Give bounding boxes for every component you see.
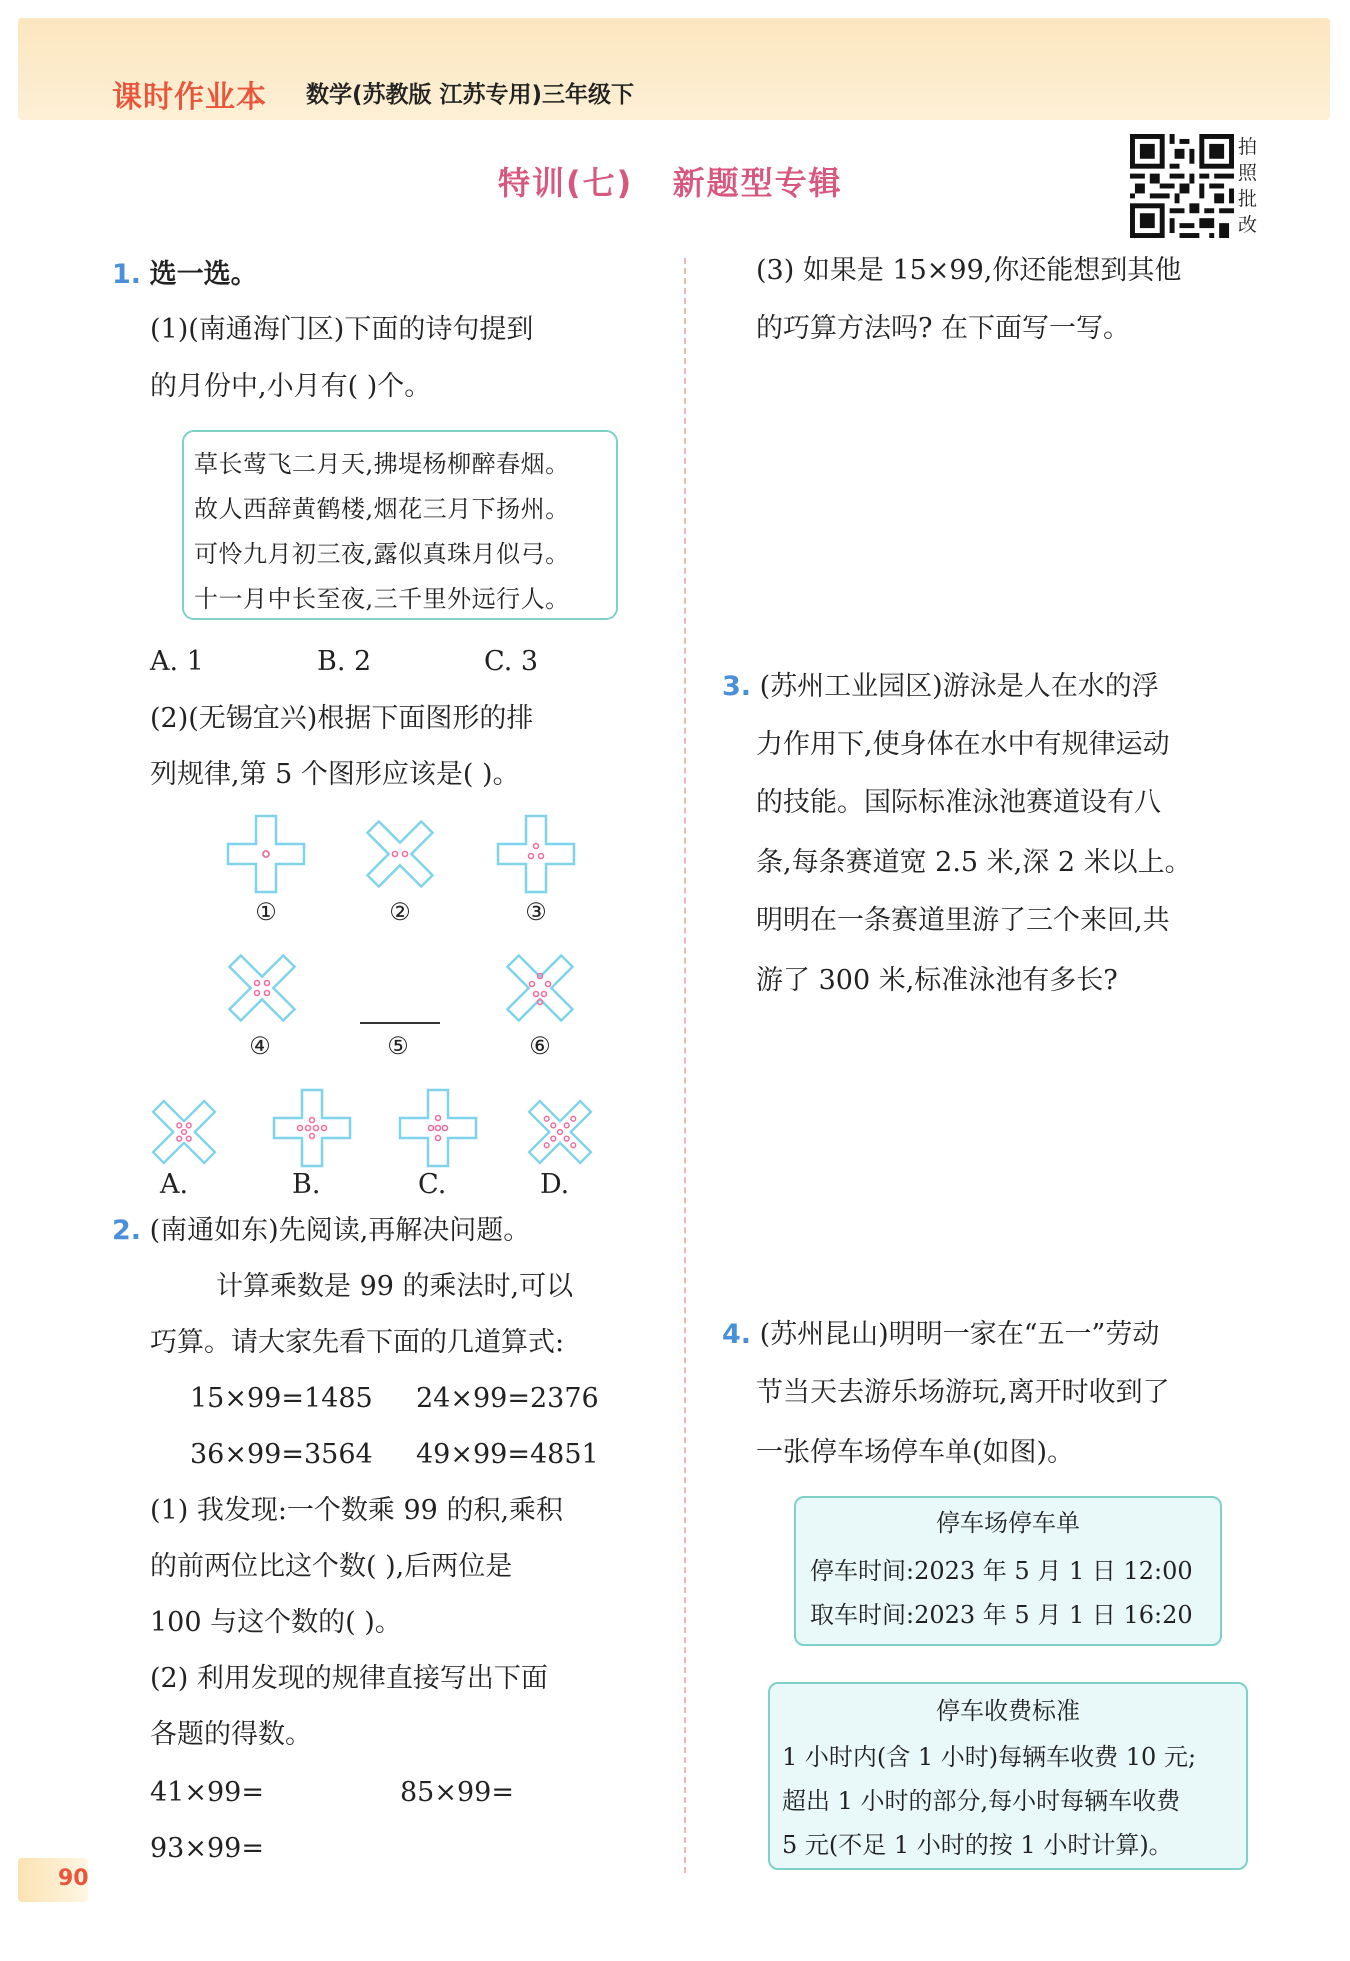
poem-line: 草长莺飞二月天,拂堤杨柳醉春烟。 [194, 450, 570, 478]
ticket-title: 停车场停车单 [936, 1509, 1080, 1537]
q3-line: 游了 300 米,标准泳池有多长? [756, 965, 1118, 996]
figure-4-x-shape [222, 948, 302, 1028]
figure-2-x-shape [360, 814, 440, 894]
book-title: 数学(苏教版 江苏专用)三年级下 [306, 82, 635, 108]
question-3-heading [722, 670, 1159, 704]
choice-c-figure[interactable] [398, 1088, 478, 1168]
column-divider [684, 258, 686, 1873]
choice-d-figure[interactable] [522, 1094, 598, 1170]
q4-line: 一张停车场停车单(如图)。 [756, 1437, 1075, 1468]
option-b[interactable]: B. 2 [317, 646, 372, 677]
question-intro: (南通如东)先阅读,再解决问题。 [149, 1215, 531, 1246]
q2-calc: 41×99= [150, 1777, 264, 1808]
choice-a-label[interactable]: A. [160, 1169, 189, 1200]
figure-6-x-shape [500, 948, 580, 1028]
figure-1-plus-shape [226, 814, 306, 894]
q2-3-line1: (3) 如果是 15×99,你还能想到其他 [756, 255, 1182, 286]
q3-line: 明明在一条赛道里游了三个来回,共 [756, 905, 1170, 936]
q4-line: 节当天去游乐场游玩,离开时收到了 [756, 1377, 1170, 1408]
qr-code-icon[interactable] [1130, 134, 1234, 238]
poem-line: 可怜九月初三夜,露似真珠月似弓。 [194, 540, 570, 568]
poem-line: 十一月中长至夜,三千里外远行人。 [194, 585, 570, 613]
q1-sub2-line1: (2)(无锡宜兴)根据下面图形的排 [150, 703, 534, 734]
q2-read-line1: 计算乘数是 99 的乘法时,可以 [216, 1271, 574, 1302]
question-number: 2. [112, 1215, 142, 1246]
option-a[interactable]: A. 1 [150, 646, 204, 677]
q2-s1-line2: 的前两位比这个数( ),后两位是 [150, 1551, 513, 1582]
choice-c-label[interactable]: C. [418, 1169, 447, 1200]
figure-label-5: ⑤ [387, 1032, 409, 1060]
option-c[interactable]: C. 3 [484, 646, 539, 677]
q2-equation: 49×99=4851 [416, 1439, 599, 1470]
qr-label-char: 改 [1238, 214, 1258, 236]
figure-label-2: ② [389, 898, 411, 926]
q2-equation: 15×99=1485 [190, 1383, 373, 1414]
question-number: 3. [722, 671, 752, 702]
q2-equation: 36×99=3564 [190, 1439, 373, 1470]
q2-calc: 85×99= [400, 1777, 514, 1808]
q1-sub1-line2: 的月份中,小月有( )个。 [150, 371, 432, 402]
figure-label-6: ⑥ [529, 1032, 551, 1060]
qr-label [1238, 134, 1264, 238]
figure-label-4: ④ [249, 1032, 271, 1060]
q2-read-line2: 巧算。请大家先看下面的几道算式: [150, 1327, 565, 1358]
q2-3-line2: 的巧算方法吗? 在下面写一写。 [756, 313, 1131, 344]
q3-line: 力作用下,使身体在水中有规律运动 [756, 729, 1170, 760]
q3-line: 条,每条赛道宽 2.5 米,深 2 米以上。 [756, 847, 1192, 878]
figure-label-3: ③ [525, 898, 547, 926]
question-number: 4. [722, 1319, 752, 1350]
q1-sub1-line1: (1)(南通海门区)下面的诗句提到 [150, 314, 534, 345]
question-1-heading [112, 258, 258, 292]
q3-line: 的技能。国际标准泳池赛道设有八 [756, 787, 1161, 818]
fee-standard-box [768, 1682, 1248, 1870]
q2-calc: 93×99= [150, 1833, 264, 1864]
q2-s2-line1: (2) 利用发现的规律直接写出下面 [150, 1663, 548, 1694]
figure-label-1: ① [255, 898, 277, 926]
fee-line: 1 小时内(含 1 小时)每辆车收费 10 元; [782, 1743, 1197, 1771]
ticket-out-time: 取车时间:2023 年 5 月 1 日 16:20 [810, 1601, 1193, 1629]
choice-b-label[interactable]: B. [292, 1169, 321, 1200]
qr-label-char: 照 [1238, 162, 1258, 184]
choice-b-figure[interactable] [272, 1088, 352, 1168]
fee-line: 超出 1 小时的部分,每小时每辆车收费 [782, 1787, 1181, 1815]
question-2-heading [112, 1214, 530, 1248]
q2-equation: 24×99=2376 [416, 1383, 599, 1414]
fee-title: 停车收费标准 [936, 1697, 1080, 1725]
question-4-heading [722, 1318, 1159, 1352]
ticket-in-time: 停车时间:2023 年 5 月 1 日 12:00 [810, 1557, 1193, 1585]
q2-s1-line3: 100 与这个数的( )。 [150, 1607, 402, 1638]
poem-line: 故人西辞黄鹤楼,烟花三月下扬州。 [194, 495, 570, 523]
parking-ticket-box [794, 1496, 1222, 1646]
choice-d-label[interactable]: D. [540, 1169, 570, 1200]
fee-line: 5 元(不足 1 小时的按 1 小时计算)。 [782, 1831, 1173, 1859]
q3-line: (苏州工业园区)游泳是人在水的浮 [759, 671, 1159, 702]
qr-label-char: 批 [1238, 188, 1258, 210]
page-title: 特训(七) 新题型专辑 [498, 164, 843, 202]
q4-line: (苏州昆山)明明一家在“五一”劳动 [759, 1319, 1160, 1350]
choice-a-figure[interactable] [146, 1094, 222, 1170]
q2-s2-line2: 各题的得数。 [150, 1719, 312, 1750]
figure-5-blank[interactable] [360, 1022, 440, 1024]
brand-title: 课时作业本 [112, 80, 267, 115]
question-number: 1. [112, 259, 142, 290]
figure-3-plus-shape [496, 814, 576, 894]
question-title: 选一选。 [149, 259, 258, 290]
q2-s1-line1: (1) 我发现:一个数乘 99 的积,乘积 [150, 1495, 564, 1526]
page-number-tab [18, 1858, 88, 1902]
qr-label-char: 拍 [1238, 136, 1258, 158]
poem-box [182, 430, 618, 620]
page-number: 90 [58, 1866, 89, 1891]
q1-sub2-line2: 列规律,第 5 个图形应该是( )。 [150, 759, 520, 790]
